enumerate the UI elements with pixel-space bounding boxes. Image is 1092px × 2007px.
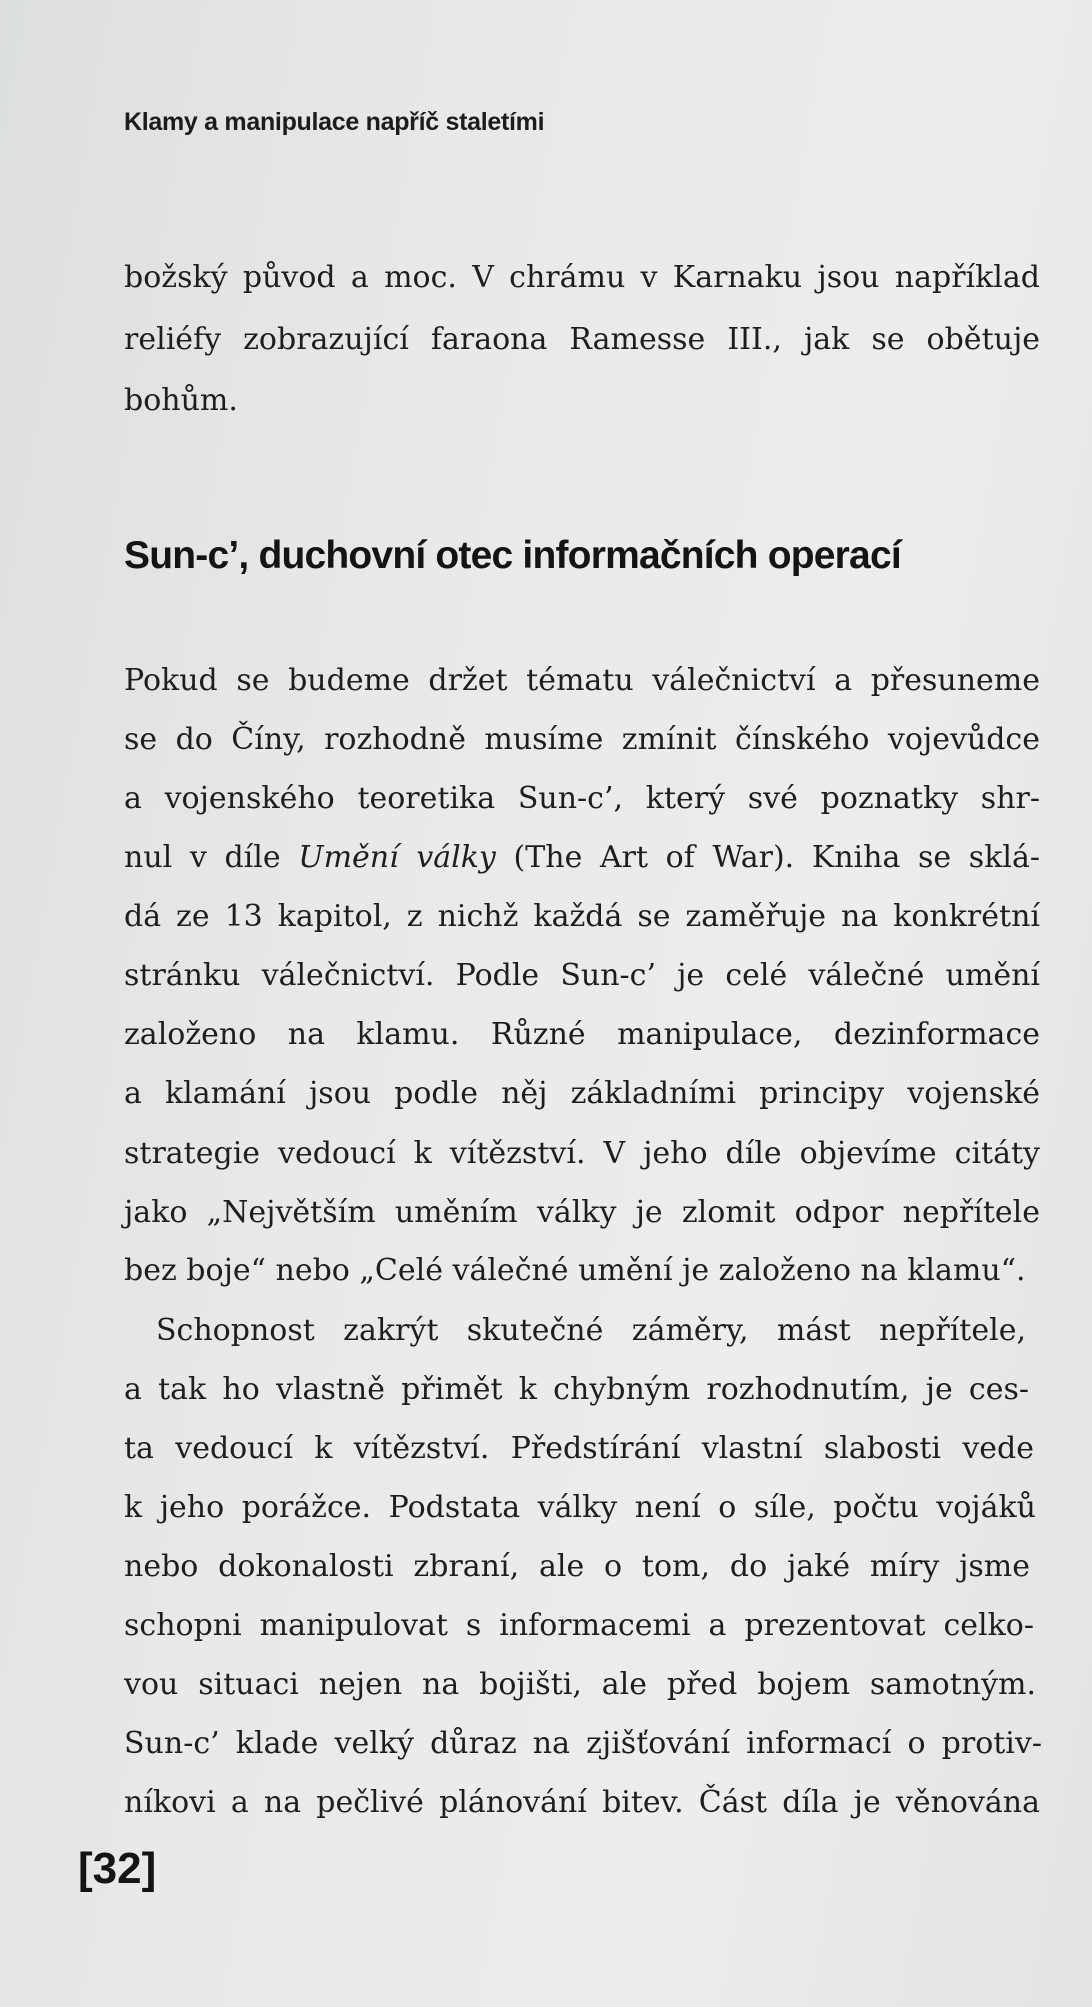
- text-run: nul v díle: [124, 840, 299, 875]
- text-line: schopni manipulovat s informacemi a prezentovat celko-: [124, 1608, 1034, 1643]
- text-line: níkovi a na pečlivé plánování bitev. Část díla je věnována: [124, 1785, 1040, 1820]
- text-line: Pokud se budeme držet tématu válečnictví a přesuneme: [124, 663, 1040, 698]
- text-line: a tak ho vlastně přimět k chybným rozhodnutím, je ces-: [124, 1372, 1029, 1407]
- text-line: strategie vedoucí k vítězství. V jeho díle objevíme citáty: [124, 1136, 1040, 1171]
- text-line: založeno na klamu. Různé manipulace, dezinformace: [124, 1017, 1040, 1052]
- text-line: k jeho porážce. Podstata války není o síle, počtu vojáků: [124, 1490, 1036, 1525]
- text-line: bohům.: [124, 383, 238, 418]
- folio-bracket-open: [: [78, 1844, 93, 1893]
- text-line: a klamání jsou podle něj základními principy vojenské: [124, 1076, 1040, 1111]
- page-number-value: 32: [92, 1844, 142, 1893]
- text-line: se do Číny, rozhodně musíme zmínit čínského vojevůdce: [124, 722, 1040, 757]
- text-line: Schopnost zakrýt skutečné záměry, mást nepřítele,: [156, 1313, 1026, 1348]
- section-heading: Sun-c’, duchovní otec informačních operací: [124, 534, 901, 577]
- text-line: reliéfy zobrazující faraona Ramesse III., jak se obětuje: [124, 322, 1040, 357]
- folio-bracket-close: ]: [141, 1844, 157, 1893]
- text-line: ta vedoucí k vítězství. Předstírání vlastní slabosti vede: [124, 1431, 1034, 1466]
- text-line: [124, 838, 1040, 878]
- page-number: [78, 1844, 156, 1894]
- text-line: bez boje“ nebo „Celé válečné umění je založeno na klamu“.: [124, 1253, 1026, 1288]
- running-head: Klamy a manipulace napříč staletími: [124, 108, 545, 136]
- text-line: nebo dokonalosti zbraní, ale o tom, do jaké míry jsme: [124, 1549, 1030, 1584]
- text-line: stránku válečnictví. Podle Sun-c’ je celé válečné umění: [124, 958, 1040, 993]
- text-line: jako „Největším uměním války je zlomit odpor nepřítele: [124, 1195, 1040, 1230]
- book-title: Umění války: [298, 840, 496, 875]
- text-line: Sun-c’ klade velký důraz na zjišťování informací o protiv-: [124, 1726, 1042, 1761]
- text-line: dá ze 13 kapitol, z nichž každá se zaměřuje na konkrétní: [124, 899, 1040, 934]
- text-line: vou situaci nejen na bojišti, ale před bojem samotným.: [124, 1667, 1036, 1702]
- text-line: božský původ a moc. V chrámu v Karnaku jsou například: [124, 260, 1040, 295]
- text-line: a vojenského teoretika Sun-c’, který své poznatky shr-: [124, 781, 1040, 816]
- text-run: (The Art of War). Kniha se sklá-: [495, 840, 1040, 875]
